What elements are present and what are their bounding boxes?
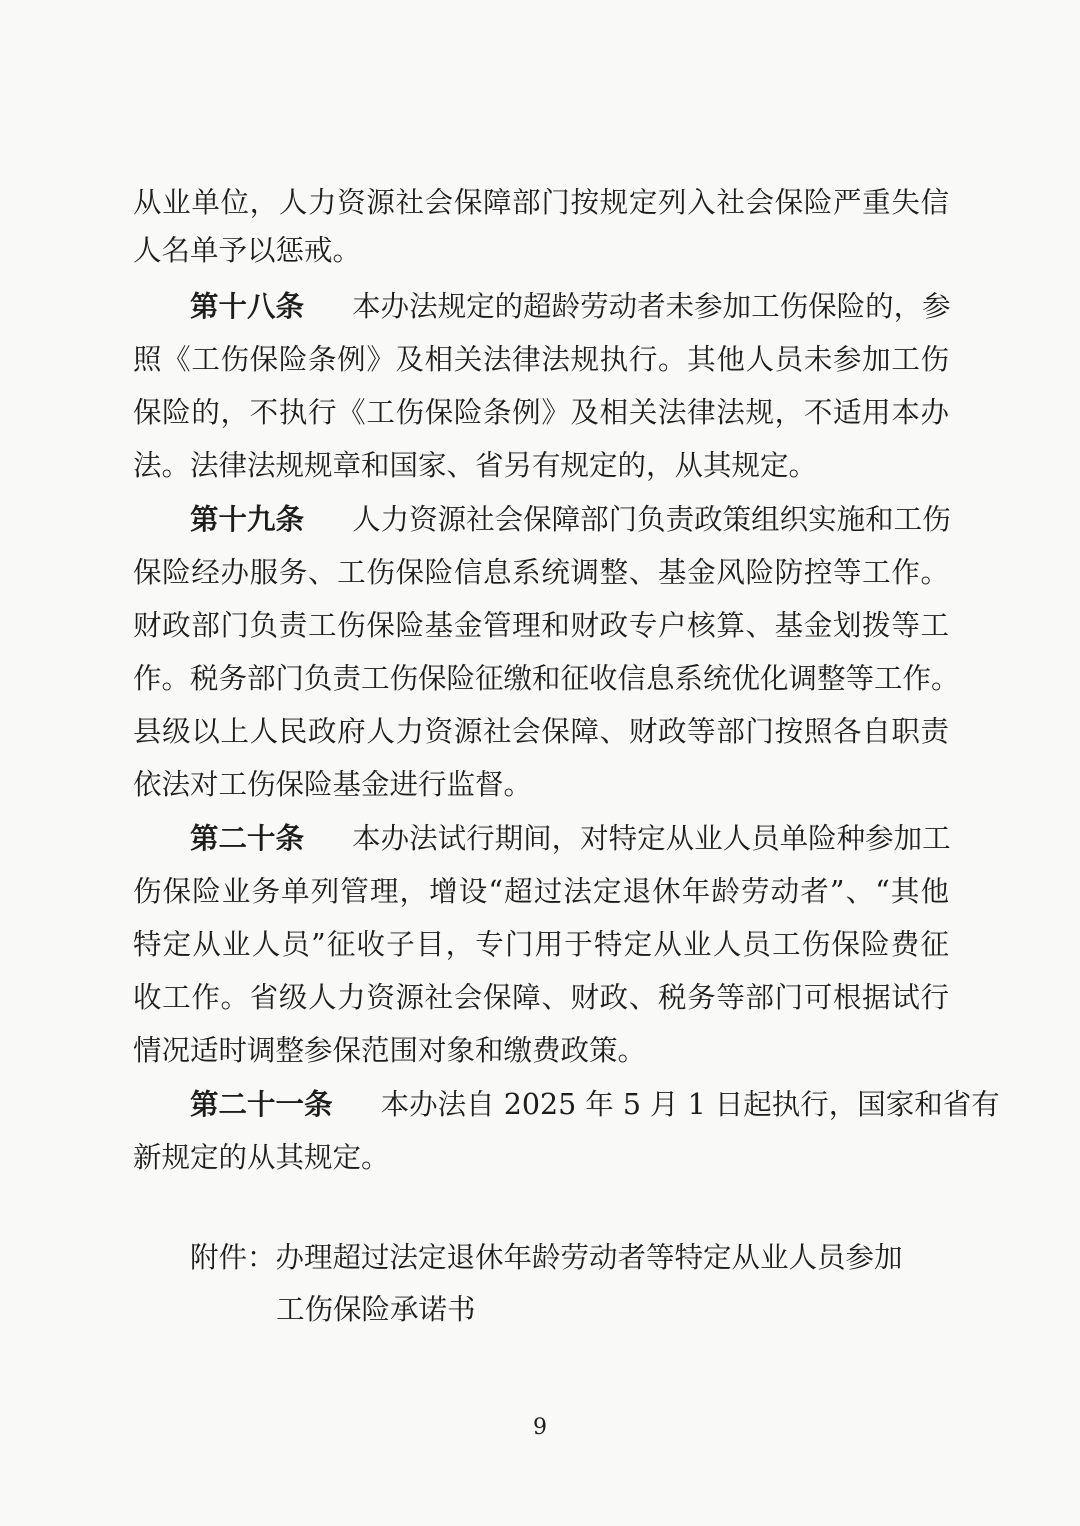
text-line: 保险的，不执行《工伤保险条例》及相关法律法规，不适用本办 xyxy=(133,396,949,429)
article-19-first-line xyxy=(190,500,950,540)
text-line: 作。税务部门负责工伤保险征缴和征收信息系统优化调整等工作。 xyxy=(133,662,960,695)
article-18-first-line xyxy=(190,287,950,327)
article-18-text: 本办法规定的超龄劳动者未参加工伤保险的，参 xyxy=(352,290,951,323)
article-21-text: 本办法自 2025 年 5 月 1 日起执行，国家和省有 xyxy=(380,1088,1000,1121)
text-line: 法。法律法规规章和国家、省另有规定的，从其规定。 xyxy=(133,449,818,482)
text-line: 情况适时调整参保范围对象和缴费政策。 xyxy=(133,1034,647,1067)
article-19-text: 人力资源社会保障部门负责政策组织实施和工伤 xyxy=(352,503,951,536)
text-line: 从业单位，人力资源社会保障部门按规定列入社会保险严重失信 xyxy=(133,186,949,219)
article-20-heading: 第二十条 xyxy=(190,822,305,855)
text-line: 保险经办服务、工伤保险信息系统调整、基金风险防控等工作。 xyxy=(133,556,949,589)
text-line: 依法对工伤保险基金进行监督。 xyxy=(133,768,533,801)
article-20-text: 本办法试行期间，对特定从业人员单险种参加工 xyxy=(352,822,951,855)
article-20-first-line xyxy=(190,819,950,859)
article-21-first-line xyxy=(190,1085,1000,1125)
attachment-title-cont: 工伤保险承诺书 xyxy=(276,1293,476,1326)
text-line: 县级以上人民政府人力资源社会保障、财政等部门按照各自职责 xyxy=(133,715,949,748)
text-line: 收工作。省级人力资源社会保障、财政、税务等部门可根据试行 xyxy=(133,981,949,1014)
attachment-title: 办理超过法定退休年龄劳动者等特定从业人员参加 xyxy=(275,1241,903,1274)
attachment-line xyxy=(190,1238,950,1278)
text-line: 新规定的从其规定。 xyxy=(133,1141,390,1174)
text-line: 照《工伤保险条例》及相关法律法规执行。其他人员未参加工伤 xyxy=(133,343,949,376)
text-line: 人名单予以惩戒。 xyxy=(133,234,362,267)
article-18-heading: 第十八条 xyxy=(190,290,305,323)
article-19-heading: 第十九条 xyxy=(190,503,305,536)
page-number: 9 xyxy=(533,1415,547,1440)
text-line: 财政部门负责工伤保险基金管理和财政专户核算、基金划拨等工 xyxy=(133,609,949,642)
attachment-label: 附件： xyxy=(190,1241,276,1274)
article-21-heading: 第二十一条 xyxy=(190,1088,333,1121)
text-line: 伤保险业务单列管理，增设“超过法定退休年龄劳动者”、“其他 xyxy=(133,875,949,908)
text-line: 特定从业人员”征收子目，专门用于特定从业人员工伤保险费征 xyxy=(133,928,949,961)
